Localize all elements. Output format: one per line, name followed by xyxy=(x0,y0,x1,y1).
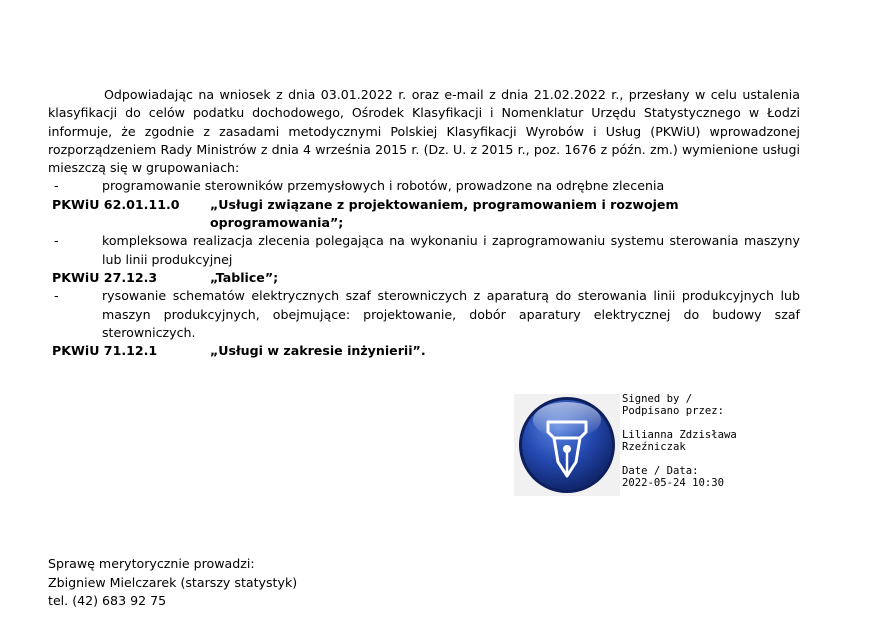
pkwiu-code: PKWiU 27.12.3 xyxy=(52,269,158,285)
classification-line xyxy=(48,342,800,360)
pkwiu-code: PKWiU 62.01.11.0 xyxy=(52,196,180,212)
pkwiu-name: „Usługi związane z projektowaniem, programowaniem i rozwojem oprogramowania”; xyxy=(210,196,679,231)
classification-line xyxy=(48,196,800,233)
list-item-text: rysowanie schematów elektrycznych szaf sterowniczych z aparaturą do sterowania linii produkcyjnych lub maszyn produkcyjnych, obejmujące: projektowanie, dobór aparatury elektrycznej do budowy szaf sterowniczych. xyxy=(102,288,800,340)
signed-by-label: Signed by / xyxy=(622,393,693,405)
list-dash: - xyxy=(54,288,59,304)
intro-paragraph: Odpowiadając na wniosek z dnia 03.01.2022 r. oraz e-mail z dnia 21.02.2022 r., przesłany w celu ustalenia klasyfikacji do celów podatku dochodowego, Ośrodek Klasyfikacji i Nomenklatur Urzędu Statystycznego w Łodzi informuje, że zgodnie z zasadami metodycznymi Polskiej Klasyfikacji Wyrobów i Usług (PKWiU) wprowadzonej rozporządzeniem Rady Ministrów z dnia 4 września 2015 r. (Dz. U. z 2015 r., poz. 1676 z późn. zm.) wymienione usługi mieszczą się w grupowaniach: xyxy=(48,87,800,176)
list-dash: - xyxy=(54,178,59,194)
handler-name: Zbigniew Mielczarek (starszy statystyk) xyxy=(48,574,298,590)
signer-name: Lilianna Zdzisława xyxy=(622,429,737,441)
list-item xyxy=(48,232,800,269)
list-dash: - xyxy=(54,233,59,249)
pkwiu-code: PKWiU 71.12.1 xyxy=(52,343,158,359)
date-label: Date / Data: xyxy=(622,465,699,477)
list-item-text: programowanie sterowników przemysłowych i robotów, prowadzone na odrębne zlecenia xyxy=(102,178,665,194)
signer-surname: Rzeźniczak xyxy=(622,441,686,453)
handler-phone: tel. (42) 683 92 75 xyxy=(48,593,167,608)
list-item xyxy=(48,177,800,195)
classification-line xyxy=(48,269,800,287)
pkwiu-name: „Tablice”; xyxy=(210,269,279,285)
letter-body xyxy=(48,86,800,360)
list-item xyxy=(48,287,800,342)
pkwiu-name: „Usługi w zakresie inżynierii”. xyxy=(210,343,426,359)
fountain-pen-seal-icon xyxy=(514,394,620,496)
date-value: 2022-05-24 10:30 xyxy=(622,477,725,489)
signed-by-label-pl: Podpisano przez: xyxy=(622,405,725,417)
signature-info xyxy=(622,393,737,489)
handler-label: Sprawę merytorycznie prowadzi: xyxy=(48,556,255,571)
footer-contact xyxy=(48,555,297,611)
list-item-text: kompleksowa realizacja zlecenia polegająca na wykonaniu i zaprogramowaniu systemu sterowania maszyny lub linii produkcyjnej xyxy=(102,233,800,267)
